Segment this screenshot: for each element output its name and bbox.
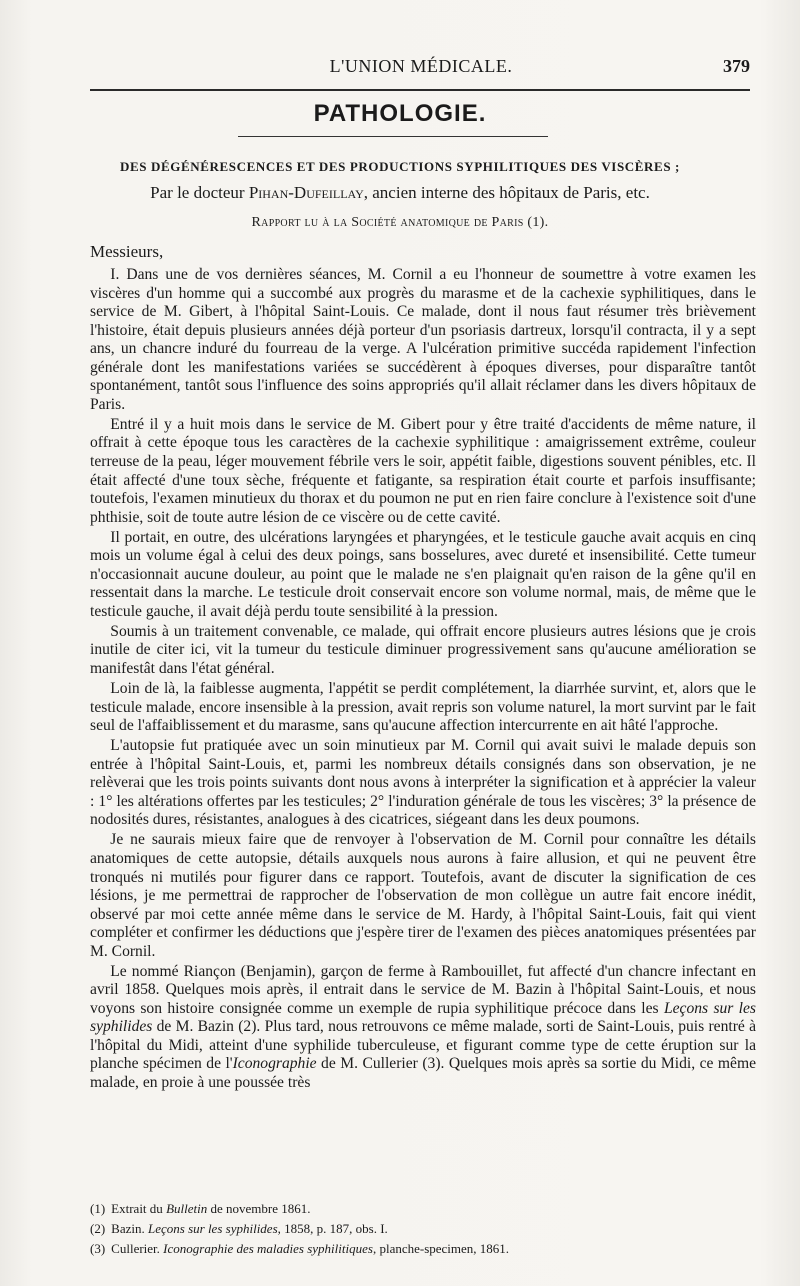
paragraph: Je ne saurais mieux faire que de renvoyer à l'observation de M. Cornil pour connaître les détails anatomiques de cette autopsie, détails auxquels nous aurons à faire allusion, et qui ne peuvent être tronqués ni mutilés pour figurer dans ce rapport. Toutefois, avant de discuter la signification de ces lésions, je me permettrai de rapprocher de l'observation de mon collègue un autre fait encore inédit, observé par moi cette année même dans le service de M. Hardy, à l'hôpital Saint-Louis, fait qui vient compléter et confirmer les déductions que j'espère tirer de l'examen des pièces anatomiques présentées par M. Cornil. xyxy=(90,831,756,960)
paragraph: I. Dans une de vos dernières séances, M. Cornil a eu l'honneur de soumettre à votre examen les viscères d'un homme qui a succombé aux progrès du marasme et de la cachexie syphilitiques, dans le service de M. Gibert, à l'hôpital Saint-Louis. Ce malade, dont il nous faut résumer très brièvement l'histoire, était depuis plusieurs années déjà porteur d'un psoriasis dartreux, lorsqu'il contracta, il y a sept ans, un chancre induré du fourreau de la verge. A l'ulcération primitive succéda rapidement l'infection générale dont les manifestations variées se succédèrent à époques diverses, pour disparaître tantôt spontanément, tantôt sous l'influence des soins appropriés qu'il allait réclamer dans les divers hôpitaux de Paris. xyxy=(90,266,756,413)
footnote xyxy=(90,1219,756,1239)
paragraph-text: de M. Cullerier (3). Quelques mois après sa sortie du Midi, ce même malade, en proie à une poussée très xyxy=(90,1055,756,1092)
section-title: PATHOLOGIE. xyxy=(313,100,487,127)
footnote-italic: Bulletin xyxy=(166,1201,208,1216)
paragraph: Loin de là, la faiblesse augmenta, l'appétit se perdit complétement, la diarrhée survint, et, alors que le testicule malade, encore insensible à la pression, avait repris son volume naturel, la mort survint par le fait seul de l'affaiblissement et du marasme, sans qu'aucune affection intercurrente en ait hâté l'approche. xyxy=(90,680,756,735)
page-number: 379 xyxy=(723,56,750,76)
footnote-ref: (2) xyxy=(90,1221,106,1236)
paragraph: Il portait, en outre, des ulcérations laryngées et pharyngées, et le testicule gauche avait acquis en cinq mois un volume égal à celui des deux poings, sans bosselures, avec dureté et insensibilité. Cette tumeur n'occasionnait aucune douleur, au point que le malade ne s'en plaignait qu'en raison de la gêne qu'il en ressentait dans la marche. Le testicule droit conservait encore son volume normal, mais, de même que le testicule gauche, il avait déjà perdu toute sensibilité à la pression. xyxy=(90,528,756,620)
footnote xyxy=(90,1199,756,1219)
article-body xyxy=(90,266,756,1094)
book-title: Leçons sur les syphilides xyxy=(90,999,757,1036)
paragraph: L'autopsie fut pratiquée avec un soin minutieux par M. Cornil qui avait suivi le malade depuis son entrée à l'hôpital Saint-Louis, et, parmi les nombreux détails consignés dans son observation, je ne relèverai que les trois points suivants dont nous avons à interpréter la signification et à apprécier la valeur : 1° les altérations offertes par les testicules; 2° l'induration générale de tous les viscères; 3° la présence de nodosités dures, résistantes, analogues à des cicatrices, siégeant dans les deux poumons. xyxy=(90,737,756,829)
author-suffix: , ancien interne des hôpitaux de Paris, etc. xyxy=(363,183,650,202)
page-header xyxy=(88,56,754,82)
paragraph: Entré il y a huit mois dans le service de M. Gibert pour y être traité d'accidents de même nature, il offrait à cette époque tous les caractères de la cachexie syphilitique : amaigrissement extrême, couleur terreuse de la peau, léger mouvement fébrile vers le soir, appétit faible, digestions souvent pénibles, etc. Il était affecté d'une toux sèche, fréquente et fatigante, sa respiration était courte et parfois insuffisante; toutefois, l'examen minutieux du thorax et du poumon ne put en rien faire conclure à l'existence soit d'une phthisie, soit de toute autre lésion de ce viscère ou de cette cavité. xyxy=(90,415,756,526)
book-title: Iconographie xyxy=(232,1055,317,1073)
footnote xyxy=(90,1239,756,1259)
salutation: Messieurs, xyxy=(90,242,164,261)
footnote-ref: (3) xyxy=(90,1241,106,1256)
footnote-text: , 1858, p. 187, obs. I. xyxy=(277,1221,388,1236)
title-rule xyxy=(238,136,548,137)
paragraph-text: de M. Bazin (2). Plus tard, nous retrouvons ce même malade, sorti de Saint-Louis, puis rentré à l'hôpital du Midi, atteint d'une syphilide tuberculeuse, et figurant comme type de cette éruption sur la planche spécimen de l' xyxy=(90,1018,756,1073)
footnote-text: Extrait du xyxy=(111,1201,167,1216)
report-line: Rapport lu à la Société anatomique de Paris (1). xyxy=(251,215,549,230)
footnote-text: Bazin. xyxy=(111,1221,148,1236)
footnote-text: , planche-specimen, 1861. xyxy=(372,1241,510,1256)
footnote-ref: (1) xyxy=(90,1201,106,1216)
footnote-italic: Leçons sur les syphilides xyxy=(148,1221,278,1236)
author-name: Pihan-Dufeillay xyxy=(248,183,364,202)
header-rule xyxy=(90,89,750,91)
author-line xyxy=(0,183,800,203)
paragraph-text: Le nommé Riançon (Benjamin), garçon de ferme à Rambouillet, fut affecté d'un chancre infectant en avril 1858. Quelques mois après, il entrait dans le service de M. Bazin à l'hôpital Saint-Louis, et nous voyons son histoire consignée comme un exemple de rupia syphilitique précoce dans les xyxy=(90,962,756,1017)
footnotes xyxy=(90,1199,756,1259)
paragraph-last xyxy=(90,963,756,1093)
author-prefix: Par le docteur xyxy=(150,183,249,202)
running-title: L'UNION MÉDICALE. xyxy=(329,56,513,76)
footnote-text: Cullerier. xyxy=(111,1241,164,1256)
footnote-italic: Iconographie des maladies syphilitiques xyxy=(163,1241,373,1256)
paragraph: Soumis à un traitement convenable, ce malade, qui offrait encore plusieurs autres lésions que je crois inutile de citer ici, vit la tumeur du testicule diminuer progressivement sans qu'aucune amélioration se manifestât dans l'état général. xyxy=(90,622,756,677)
article-title: DES DÉGÉNÉRESCENCES ET DES PRODUCTIONS SYPHILITIQUES DES VISCÈRES ; xyxy=(120,159,680,174)
footnote-text: de novembre 1861. xyxy=(207,1201,311,1216)
